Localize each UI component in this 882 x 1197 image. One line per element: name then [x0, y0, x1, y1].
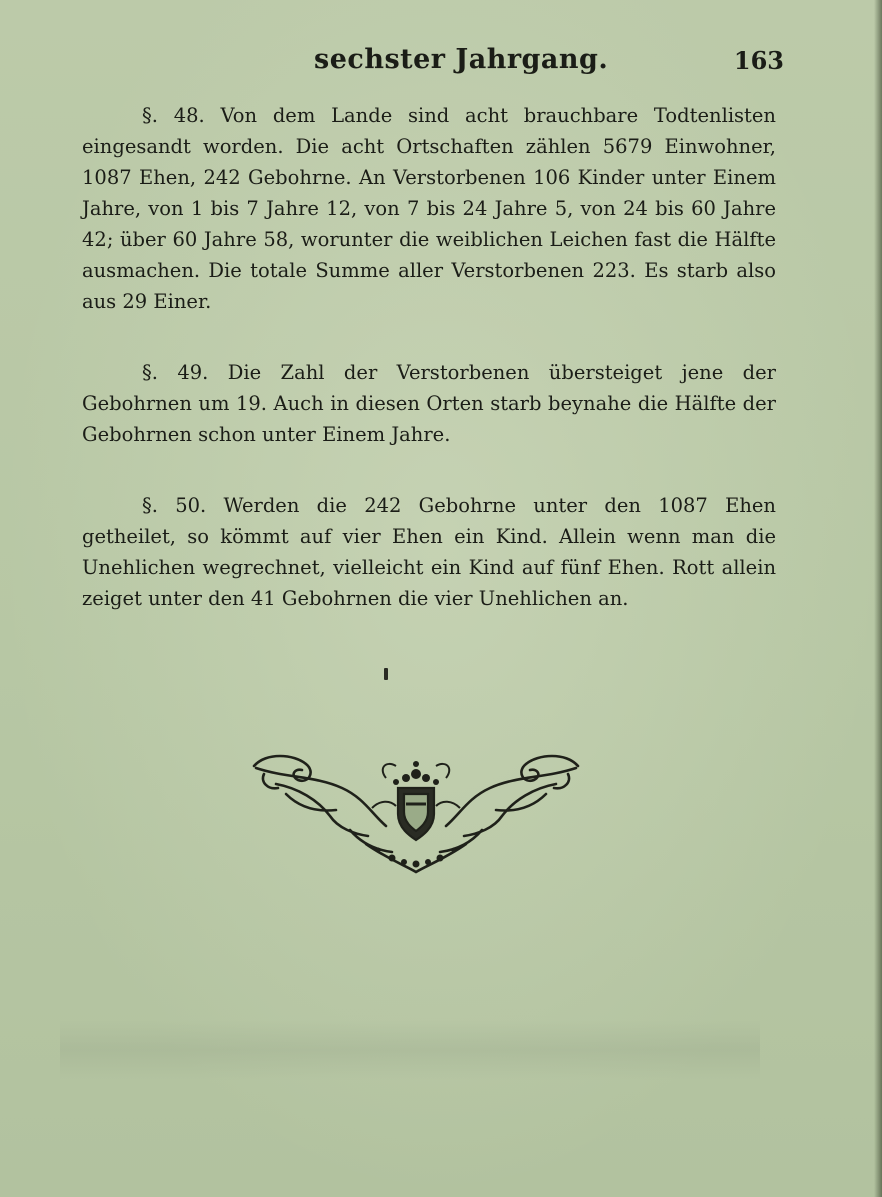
paragraph-section-48: §. 48. Von dem Lande sind acht brauchbare Todtenlisten eingesandt worden. Die acht Ortschaften zählen 5679 Einwohner, 1087 Ehen, 242 Gebohrne. An Verstorbenen 106 Kinder unter Einem Jahre, von 1 bis 7 Jahre 12, von 7 bis 24 Jahre 5, von 24 bis 60 Jahre 42; über 60 Jahre 58, worunter die weiblichen Leichen fast die Hälfte ausmachen. Die totale Summe aller Verstorbenen 223. Es starb also aus 29 Einer.: [82, 104, 776, 313]
tailpiece-ornament-icon: [246, 748, 586, 878]
stray-ink-mark: [384, 668, 388, 680]
running-head: sechster Jahrgang.: [314, 44, 609, 75]
page-header: [84, 42, 784, 82]
page-number: 163: [733, 46, 784, 75]
page-edge-shadow: [874, 0, 882, 1197]
paragraph-section-49: §. 49. Die Zahl der Verstorbenen übersteiget jene der Gebohrnen um 19. Auch in diesen Orten starb beynahe die Hälfte der Gebohrnen schon unter Einem Jahre.: [82, 361, 776, 446]
paragraph-section-50: §. 50. Werden die 242 Gebohrne unter den 1087 Ehen getheilet, so kömmt auf vier Ehen ein Kind. Allein wenn man die Unehlichen wegrechnet, vielleicht ein Kind auf fünf Ehen. Rott allein zeiget unter den 41 Gebohrnen die vier Unehlichen an.: [82, 494, 776, 610]
show-through-ghost: [60, 1020, 760, 1080]
body-text: [82, 100, 776, 614]
